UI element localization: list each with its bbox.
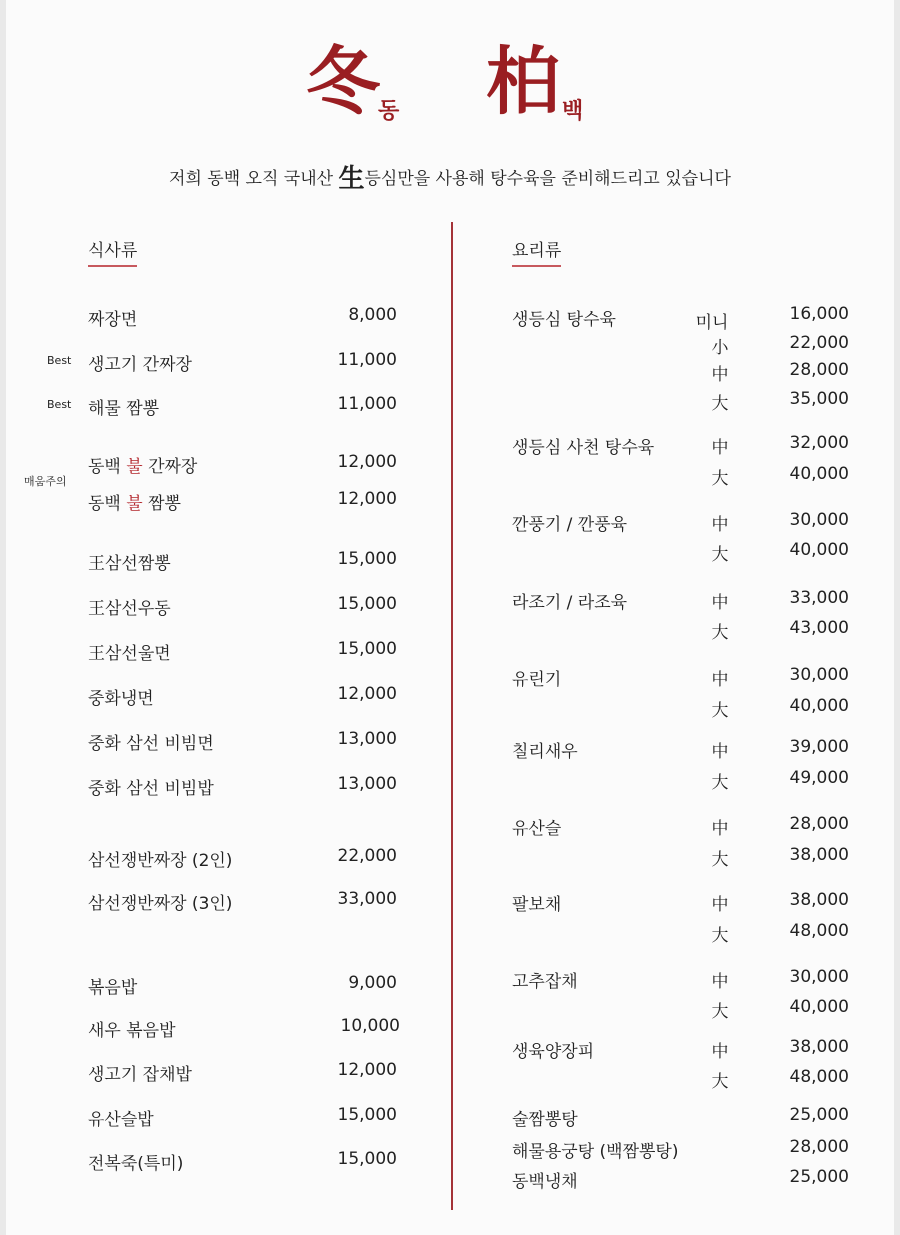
size-label: 小 — [711, 338, 729, 358]
dish-price: 40,000 — [789, 464, 849, 484]
menu-item-price: 33,000 — [337, 889, 397, 909]
dish-price: 48,000 — [789, 1067, 849, 1087]
dish-name: 유산슬 — [512, 819, 562, 839]
dish-price: 30,000 — [789, 510, 849, 530]
menu-item-price: 15,000 — [337, 1149, 397, 1169]
menu-item-name: 중화 삼선 비빔밥 — [88, 779, 214, 799]
size-label: 中 — [711, 1042, 729, 1062]
dish-price: 49,000 — [789, 768, 849, 788]
logo-sub-2: 백 — [562, 99, 584, 124]
menu-item-price: 22,000 — [337, 846, 397, 866]
intro-after: 등심만을 사용해 탕수육을 준비해드리고 있습니다 — [364, 169, 731, 189]
size-label: 大 — [711, 1002, 729, 1022]
menu-item-name: 중화냉면 — [88, 689, 154, 709]
menu-item-name — [88, 452, 197, 477]
dish-price: 28,000 — [789, 1137, 849, 1157]
spicy-highlight: 불 — [126, 457, 143, 477]
size-label: 中 — [711, 365, 729, 385]
best-tag: Best — [47, 354, 72, 367]
dish-price: 43,000 — [789, 618, 849, 638]
size-label: 中 — [711, 593, 729, 613]
menu-item-price: 15,000 — [337, 639, 397, 659]
intro-text — [6, 158, 894, 195]
dish-price: 28,000 — [789, 814, 849, 834]
menu-item-name: 새우 볶음밥 — [88, 1021, 176, 1041]
dish-name: 생등심 사천 탕수육 — [512, 438, 655, 458]
dish-name: 생육양장피 — [512, 1042, 595, 1062]
menu-item-price: 13,000 — [337, 774, 397, 794]
size-label: 中 — [711, 515, 729, 535]
menu-item-name: 중화 삼선 비빔면 — [88, 734, 214, 754]
size-label: 大 — [711, 701, 729, 721]
dish-price: 38,000 — [789, 1037, 849, 1057]
dish-name: 유린기 — [512, 670, 562, 690]
size-label: 中 — [711, 438, 729, 458]
dish-price: 40,000 — [789, 997, 849, 1017]
dish-name: 동백냉채 — [512, 1172, 578, 1192]
spicy-warning-tag: 매움주의 — [24, 475, 67, 488]
item-name-part: 짬뽕 — [142, 494, 181, 514]
size-label: 中 — [711, 670, 729, 690]
restaurant-logo — [6, 39, 894, 142]
size-label: 中 — [711, 972, 729, 992]
size-label: 大 — [711, 545, 729, 565]
dish-price: 35,000 — [789, 389, 849, 409]
dish-price: 30,000 — [789, 967, 849, 987]
intro-before: 저희 동백 오직 국내산 — [169, 169, 339, 189]
dish-price: 40,000 — [789, 696, 849, 716]
menu-item-price: 12,000 — [337, 489, 397, 509]
size-label: 中 — [711, 895, 729, 915]
dish-price: 32,000 — [789, 433, 849, 453]
menu-item-name: 생고기 간짜장 — [88, 355, 192, 375]
dish-price: 38,000 — [789, 845, 849, 865]
menu-item-name: 삼선쟁반짜장 (2인) — [88, 851, 233, 871]
size-label: 中 — [711, 742, 729, 762]
dish-name: 해물용궁탕 (백짬뽕탕) — [512, 1142, 679, 1162]
menu-item-name: 王삼선우동 — [88, 599, 171, 619]
best-tag: Best — [47, 398, 72, 411]
size-label: 大 — [711, 773, 729, 793]
size-label: 미니 — [695, 313, 729, 333]
dish-name: 술짬뽕탕 — [512, 1110, 578, 1130]
menu-item-name: 王삼선울면 — [88, 644, 171, 664]
section-title-dishes: 요리류 — [512, 236, 561, 267]
menu-item-price: 9,000 — [348, 973, 397, 993]
menu-item-name: 전복죽(특미) — [88, 1154, 184, 1174]
dish-price: 38,000 — [789, 890, 849, 910]
size-label: 大 — [711, 1072, 729, 1092]
intro-highlight: 生 — [338, 164, 365, 194]
dish-name: 생등심 탕수육 — [512, 310, 616, 330]
size-label: 大 — [711, 850, 729, 870]
menu-item-name: 삼선쟁반짜장 (3인) — [88, 894, 233, 914]
menu-item-name: 王삼선짬뽕 — [88, 554, 171, 574]
menu-item-name — [88, 489, 181, 514]
logo-sub-1: 동 — [378, 99, 400, 124]
dish-price: 33,000 — [789, 588, 849, 608]
dish-name: 고추잡채 — [512, 972, 578, 992]
menu-item-price: 12,000 — [337, 452, 397, 472]
menu-item-name: 유산슬밥 — [88, 1110, 154, 1130]
menu-page — [6, 0, 894, 1235]
menu-item-price: 10,000 — [340, 1016, 400, 1036]
dish-price: 39,000 — [789, 737, 849, 757]
item-name-part: 동백 — [88, 494, 127, 514]
dish-name: 깐풍기 / 깐풍육 — [512, 515, 628, 535]
menu-item-price: 12,000 — [337, 684, 397, 704]
menu-item-price: 11,000 — [337, 394, 397, 414]
spicy-highlight: 불 — [126, 494, 143, 514]
menu-item-price: 15,000 — [337, 1105, 397, 1125]
item-name-part: 간짜장 — [142, 457, 198, 477]
menu-item-price: 13,000 — [337, 729, 397, 749]
dish-price: 28,000 — [789, 360, 849, 380]
dish-name: 라조기 / 라조육 — [512, 593, 628, 613]
menu-item-price: 12,000 — [337, 1060, 397, 1080]
item-name-part: 동백 — [88, 457, 127, 477]
dish-price: 48,000 — [789, 921, 849, 941]
size-label: 大 — [711, 394, 729, 414]
size-label: 大 — [711, 623, 729, 643]
dish-price: 40,000 — [789, 540, 849, 560]
size-label: 中 — [711, 819, 729, 839]
dish-price: 22,000 — [789, 333, 849, 353]
dish-name: 팔보채 — [512, 895, 562, 915]
section-title-meals: 식사류 — [88, 236, 137, 267]
dish-price: 25,000 — [789, 1167, 849, 1187]
column-divider — [451, 222, 453, 1210]
dish-price: 30,000 — [789, 665, 849, 685]
menu-item-name: 볶음밥 — [88, 978, 138, 998]
menu-item-name: 짜장면 — [88, 310, 138, 330]
menu-item-price: 11,000 — [337, 350, 397, 370]
menu-item-name: 생고기 잡채밥 — [88, 1065, 192, 1085]
menu-item-name: 해물 짬뽕 — [88, 399, 160, 419]
menu-item-price: 15,000 — [337, 549, 397, 569]
size-label: 大 — [711, 926, 729, 946]
menu-item-price: 15,000 — [337, 594, 397, 614]
dish-price: 25,000 — [789, 1105, 849, 1125]
dish-price: 16,000 — [789, 304, 849, 324]
dish-name: 칠리새우 — [512, 742, 578, 762]
menu-item-price: 8,000 — [348, 305, 397, 325]
size-label: 大 — [711, 469, 729, 489]
logo-char-2: 柏 — [486, 39, 560, 125]
logo-char-1: 冬 — [306, 39, 380, 125]
